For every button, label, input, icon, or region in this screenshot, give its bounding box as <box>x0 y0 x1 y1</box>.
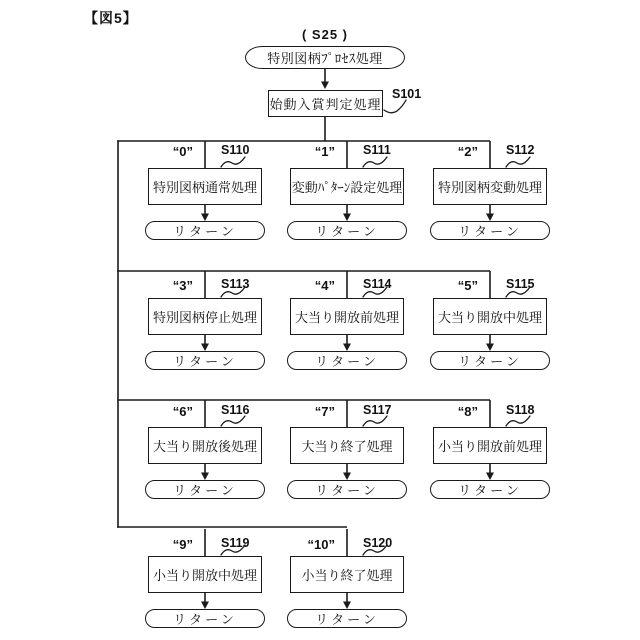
branch-case-value: “2” <box>457 144 478 159</box>
branch-1 <box>290 141 404 241</box>
process-box <box>148 427 262 464</box>
branch-case-value: “1” <box>314 144 335 159</box>
branch-step-label: S113 <box>221 277 250 291</box>
return-label: リターン <box>173 483 237 498</box>
entry-step-label: ( S25 ) <box>301 27 348 42</box>
return-label: リターン <box>315 354 379 369</box>
start-terminal <box>245 46 405 69</box>
return-label: リターン <box>458 224 522 239</box>
return-terminal <box>145 351 265 370</box>
process-box-label: 特別図柄停止処理 <box>152 310 257 325</box>
branch-step-label: S112 <box>506 143 535 157</box>
branch-step-label: S118 <box>506 403 535 417</box>
branch-step-label: S116 <box>221 403 250 417</box>
process-box-label: 小当り終了処理 <box>301 568 393 583</box>
process-box-label: 特別図柄変動処理 <box>437 180 542 195</box>
branch-step-label: S110 <box>221 143 250 157</box>
branch-step-label: S114 <box>363 277 392 291</box>
branch-2 <box>433 141 547 241</box>
branch-case-value: “0” <box>172 144 193 159</box>
return-label: リターン <box>315 224 379 239</box>
judge-process-box <box>268 90 383 117</box>
process-box-label: 小当り開放中処理 <box>152 568 257 583</box>
return-label: リターン <box>173 612 237 627</box>
branch-case-value: “4” <box>314 278 335 293</box>
branch-case-value: “3” <box>172 278 193 293</box>
branch-4 <box>290 271 404 371</box>
branch-step-label: S120 <box>363 536 393 550</box>
judge-process-label: 始動入賞判定処理 <box>269 97 382 112</box>
judge-step-label: S101 <box>392 87 422 101</box>
process-box-label: 大当り開放後処理 <box>152 439 257 454</box>
process-box <box>148 298 262 335</box>
branch-10 <box>290 529 404 629</box>
process-box-label: 大当り終了処理 <box>301 439 393 454</box>
process-box <box>148 168 262 205</box>
return-terminal <box>145 221 265 240</box>
branch-3 <box>148 271 262 371</box>
return-terminal <box>287 609 407 628</box>
process-box <box>433 298 547 335</box>
return-label: リターン <box>173 224 237 239</box>
branch-step-label: S117 <box>363 403 392 417</box>
return-terminal <box>287 351 407 370</box>
start-terminal-label: 特別図柄ﾌﾟﾛｾｽ処理 <box>267 51 383 66</box>
process-box-label: 大当り開放前処理 <box>294 310 399 325</box>
process-box-label: 変動ﾊﾟﾀｰﾝ設定処理 <box>291 180 403 195</box>
return-label: リターン <box>315 483 379 498</box>
branch-case-value: “5” <box>457 278 478 293</box>
figure-label: 【図5】 <box>84 10 138 26</box>
process-box-label: 特別図柄通常処理 <box>152 180 257 195</box>
branch-8 <box>433 400 547 500</box>
process-box <box>433 427 547 464</box>
process-box <box>433 168 547 205</box>
branch-step-label: S119 <box>221 536 250 550</box>
branch-case-value: “8” <box>457 404 478 419</box>
return-terminal <box>430 351 550 370</box>
process-box <box>148 556 262 593</box>
return-terminal <box>430 480 550 499</box>
return-terminal <box>145 480 265 499</box>
branch-0 <box>148 141 262 241</box>
branch-case-value: “9” <box>172 537 193 552</box>
return-terminal <box>430 221 550 240</box>
process-box <box>290 298 404 335</box>
return-label: リターン <box>458 354 522 369</box>
branch-case-value: “7” <box>314 404 335 419</box>
branch-7 <box>290 400 404 500</box>
return-label: リターン <box>458 483 522 498</box>
process-box-label: 小当り開放前処理 <box>437 439 542 454</box>
return-terminal <box>287 480 407 499</box>
process-box <box>290 168 404 205</box>
branch-5 <box>433 271 547 371</box>
process-box <box>290 556 404 593</box>
branch-9 <box>148 529 262 629</box>
branch-case-value: “6” <box>172 404 193 419</box>
branch-step-label: S115 <box>506 277 535 291</box>
process-box-label: 大当り開放中処理 <box>437 310 542 325</box>
process-box <box>290 427 404 464</box>
return-terminal <box>145 609 265 628</box>
return-terminal <box>287 221 407 240</box>
return-label: リターン <box>315 612 379 627</box>
branch-case-value: “10” <box>307 537 335 552</box>
return-label: リターン <box>173 354 237 369</box>
branch-step-label: S111 <box>363 143 391 157</box>
branch-6 <box>148 400 262 500</box>
